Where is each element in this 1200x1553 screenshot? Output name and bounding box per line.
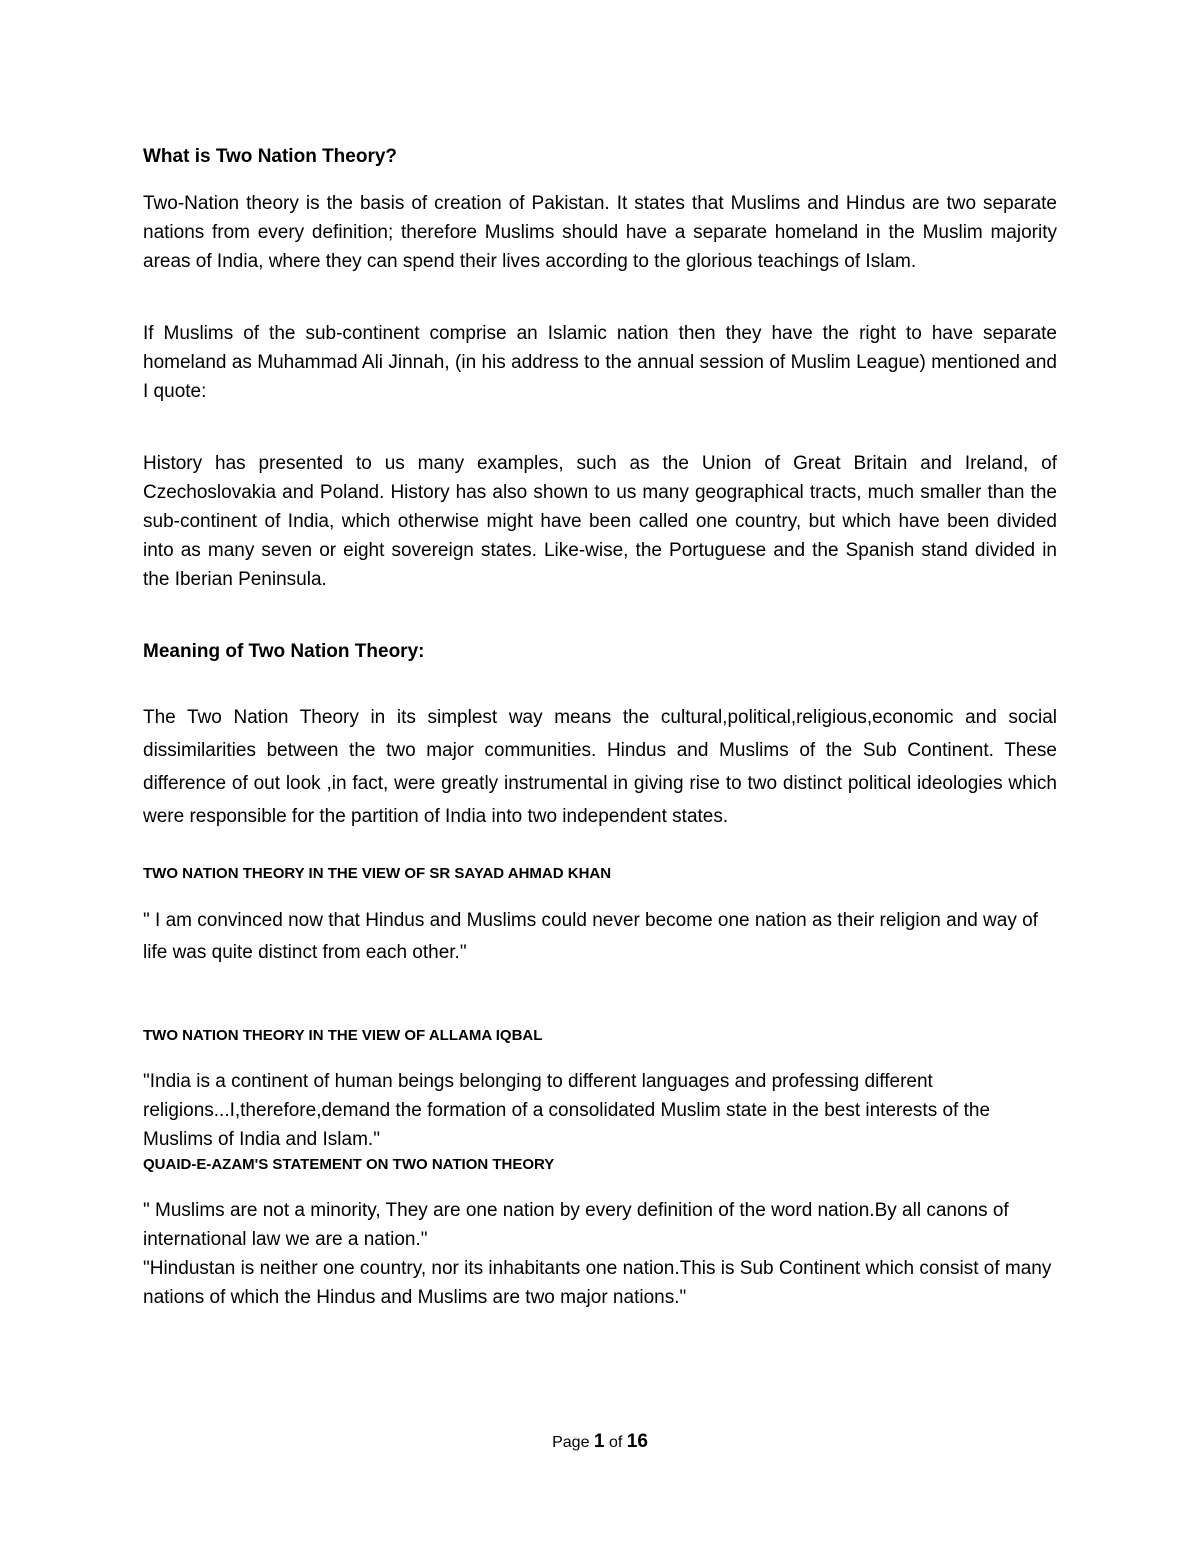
heading-what-is-two-nation-theory: What is Two Nation Theory? bbox=[143, 146, 398, 167]
quote-sayad-ahmad-khan: " I am convinced now that Hindus and Muslims could never become one nation as their religion and way of life was quite distinct from each other." bbox=[143, 910, 1038, 963]
quote-allama-iqbal: "India is a continent of human beings belonging to different languages and professing different religions...I,therefore,demand the formation of a consolidated Muslim state in the best interests of the Muslims of India and Islam." bbox=[143, 1071, 991, 1150]
quote-quaid-minority: " Muslims are not a minority, They are one nation by every definition of the word nation.By all canons of international law we are a nation." bbox=[143, 1200, 1009, 1250]
section-title-sayad-ahmad-khan: TWO NATION THEORY IN THE VIEW OF SR SAYAD AHMAD KHAN bbox=[143, 865, 612, 882]
paragraph-meaning: The Two Nation Theory in its simplest way means the cultural,political,religious,economic and social dissimilarities between the two major communities. Hindus and Muslims of the Sub Continent. These difference of out look ,in fact, were greatly instrumental in giving rise to two distinct political ideologies which were responsible for the partition of India into two independent states. bbox=[143, 707, 1057, 827]
heading-meaning-of-two-nation-theory: Meaning of Two Nation Theory: bbox=[143, 641, 425, 662]
page-word: Page bbox=[552, 1434, 590, 1451]
section-title-allama-iqbal: TWO NATION THEORY IN THE VIEW OF ALLAMA IQBAL bbox=[143, 1027, 543, 1044]
of-word: of bbox=[608, 1434, 623, 1451]
section-title-quaid-e-azam: QUAID-E-AZAM'S STATEMENT ON TWO NATION THEORY bbox=[143, 1156, 555, 1173]
paragraph-jinnah-intro: If Muslims of the sub-continent comprise an Islamic nation then they have the right to have separate homeland as Muhammad Ali Jinnah, (in his address to the annual session of Muslim League) mentioned and I quote: bbox=[143, 323, 1057, 402]
paragraph-history-examples: History has presented to us many examples, such as the Union of Great Britain and Ireland, of Czechoslovakia and Poland. History has also shown to us many geographical tracts, much smaller than the sub-continent of India, which otherwise might have been called one country, but which have been divided into as many seven or eight sovereign states. Like-wise, the Portuguese and the Spanish stand divided in the Iberian Peninsula. bbox=[143, 453, 1057, 590]
page-footer bbox=[0, 1430, 1200, 1455]
paragraph-definition: Two-Nation theory is the basis of creation of Pakistan. It states that Muslims and Hindus are two separate nations from every definition; therefore Muslims should have a separate homeland in the Muslim majority areas of India, where they can spend their lives according to the glorious teachings of Islam. bbox=[143, 193, 1057, 272]
document-body bbox=[143, 142, 1057, 1312]
current-page-number: 1 bbox=[593, 1431, 605, 1452]
quote-quaid-hindustan: "Hindustan is neither one country, nor its inhabitants one nation.This is Sub Continent which consist of many nations of which the Hindus and Muslims are two major nations." bbox=[143, 1258, 1052, 1308]
total-page-count: 16 bbox=[626, 1431, 648, 1452]
